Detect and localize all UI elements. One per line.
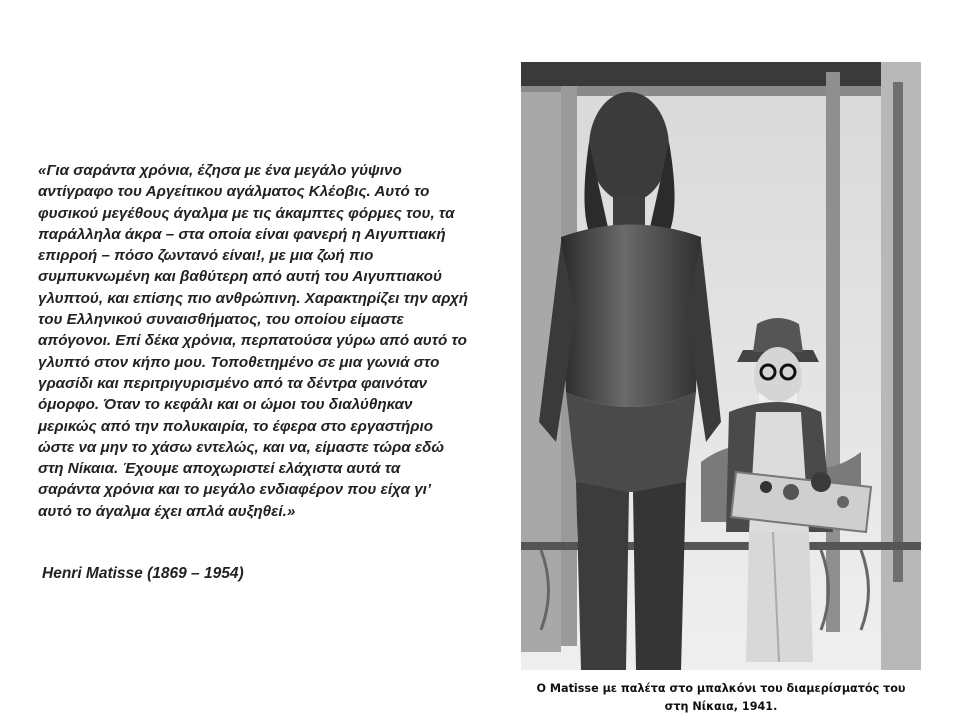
quote-line: επιρροή – πόσο ζωντανό είναι!, με μια ζωή πιο bbox=[38, 247, 374, 265]
photo-matisse-with-statue bbox=[521, 62, 921, 670]
quote-line: γλυπτού, και επίσης πιο ανθρώπινη. Χαρακτηρίζει την αρχή bbox=[38, 289, 469, 307]
caption-line: στη Νίκαια, 1941. bbox=[664, 700, 778, 713]
quote-line: ώστε να μην το χάσω εντελώς, και να, είμαστε τώρα εδώ bbox=[38, 438, 445, 456]
quote-line: γρασίδι και περιτριγυρισμένο από τα δέντρα φαινόταν bbox=[38, 374, 428, 392]
quote-line: συμπυκνωμένη και βαθύτερη από αυτή του Αιγυπτιακού bbox=[38, 268, 442, 286]
photo-illustration bbox=[521, 62, 921, 670]
quote-line: «Για σαράντα χρόνια, έζησα με ένα μεγάλο γύψινο bbox=[38, 162, 402, 179]
caption-line: O Matisse με παλέτα στο μπαλκόνι του διαμερίσματός του bbox=[536, 682, 906, 695]
quote-line: παράλληλα άκρα – στα οποία είναι φανερή η Αιγυπτιακή bbox=[38, 225, 446, 243]
quote-line: μερικώς από την πολυκαιρία, το έφερα στο εργαστήριο bbox=[38, 417, 433, 435]
quote-line: φυσικού μεγέθους άγαλμα με τις άκαμπτες φόρμες του, τα bbox=[38, 204, 455, 222]
quote-line: στη Νίκαια. Έχουμε αποχωριστεί ελάχιστα αυτά τα bbox=[38, 460, 401, 478]
quote-line: του Ελληνικού συναισθήματος, του οποίου είμαστε bbox=[38, 311, 404, 329]
quote-line: γλυπτό στον κήπο μου. Τοποθετημένο σε μια γωνιά στο bbox=[38, 353, 440, 371]
quote-line: απόγονοι. Επί δέκα χρόνια, περπατούσα γύρω από αυτό το bbox=[38, 332, 467, 350]
photo-caption bbox=[535, 680, 907, 716]
quote-line: σαράντα χρόνια και το μεγάλο ενδιαφέρον που είχα γι’ bbox=[38, 481, 432, 499]
quote-line: αντίγραφο του Αργείτικου αγάλματος Κλέοβις. Αυτό το bbox=[38, 183, 430, 201]
quote-text bbox=[38, 160, 508, 522]
quote-line: αυτό το άγαλμα έχει απλά αυξηθεί.» bbox=[38, 502, 296, 520]
quote-line: όμορφο. Όταν το κεφάλι και οι ώμοι του διαλύθηκαν bbox=[38, 396, 413, 414]
attribution: Henri Matisse (1869 – 1954) bbox=[42, 565, 244, 582]
